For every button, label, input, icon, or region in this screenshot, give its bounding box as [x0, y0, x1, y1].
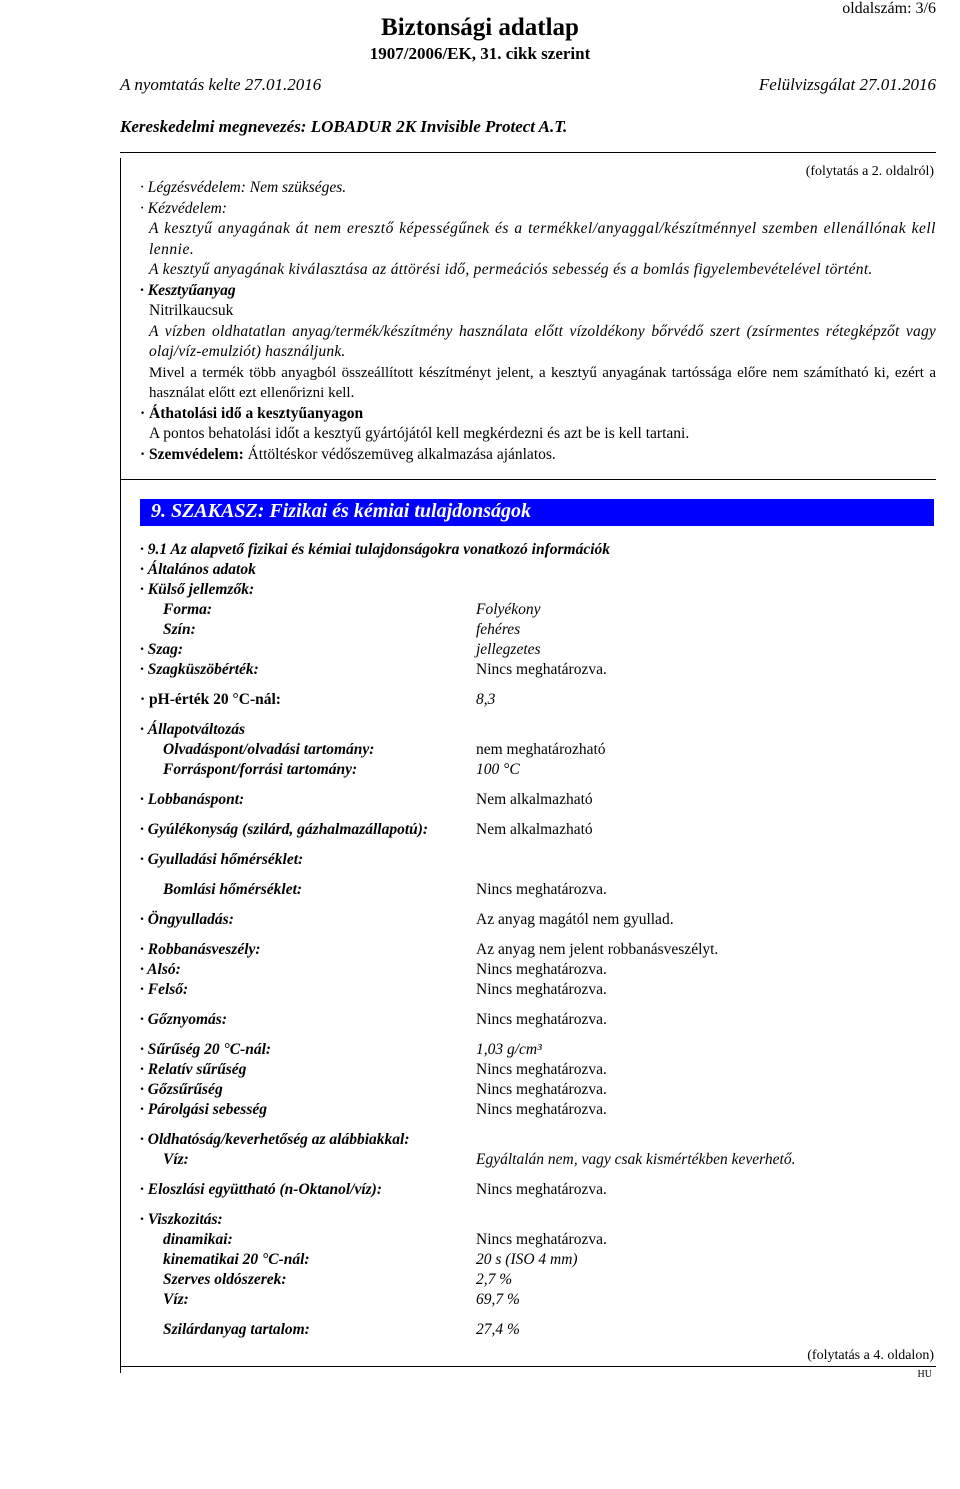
property-label: Víz: [163, 1291, 189, 1308]
property-value: Nem alkalmazható [476, 791, 593, 808]
section-divider [120, 479, 936, 480]
hand-protection-heading: · Kézvédelem: [140, 199, 227, 217]
hand-protection-text-1: A kesztyű anyagának át nem eresztő képességűnek és a termékkel/anyaggal/készítménnyel szemben ellenállónak kell lennie. [149, 220, 936, 258]
trade-name: Kereskedelmi megnevezés: LOBADUR 2K Invisible Protect A.T. [120, 117, 568, 136]
footer-divider [120, 1366, 936, 1367]
property-value: Az anyag magától nem gyullad. [476, 911, 674, 928]
property-label: Szilárdanyag tartalom: [163, 1321, 310, 1338]
property-value: nem meghatározható [476, 741, 606, 758]
print-date: A nyomtatás kelte 27.01.2016 [120, 75, 322, 94]
document-title: Biztonsági adatlap [381, 14, 579, 41]
property-value: Nincs meghatározva. [476, 1231, 607, 1248]
property-label: · Párolgási sebesség [140, 1101, 268, 1118]
property-value: Nincs meghatározva. [476, 1101, 607, 1118]
property-label: · Állapotváltozás [140, 721, 246, 738]
section8-protection-block [140, 178, 936, 465]
property-value: 27,4 % [476, 1321, 520, 1338]
glove-usage-text: A vízben oldhatatlan anyag/termék/készítmény használata előtt vízoldékony bőrvédő szert (zsírmentes rétegképzőt vagy olaj/víz-emulziót) használjunk. [149, 322, 936, 360]
property-label: Víz: [163, 1151, 189, 1168]
property-label: Bomlási hőmérséklet: [163, 881, 303, 898]
property-label: · Szag: [140, 641, 184, 658]
property-value: Nincs meghatározva. [476, 961, 607, 978]
section9-title: 9. SZAKASZ: Fizikai és kémiai tulajdonságok [151, 500, 532, 522]
continued-to-note: (folytatás a 4. oldalon) [807, 1348, 934, 1363]
revision-date: Felülvizsgálat 27.01.2016 [758, 75, 936, 94]
property-label: · Gőznyomás: [140, 1011, 227, 1028]
eye-protection [140, 445, 936, 466]
glove-material: Nitrilkaucsuk [149, 302, 234, 319]
property-value: jellegzetes [476, 641, 541, 658]
header-divider [120, 152, 936, 153]
property-label: Szín: [163, 621, 196, 638]
property-label: · Szagküszöbérték: [140, 661, 259, 678]
property-value: 69,7 % [476, 1291, 520, 1308]
eye-protection-label: · Szemvédelem: [140, 445, 244, 463]
document-subtitle: 1907/2006/EK, 31. cikk szerint [369, 44, 591, 63]
property-value: Folyékony [476, 601, 541, 618]
penetration-time-text: A pontos behatolási időt a kesztyű gyártójától kell megkérdezni és azt be is kell tartani. [149, 425, 690, 442]
property-label: Forráspont/forrási tartomány: [163, 761, 358, 778]
property-label: Olvadáspont/olvadási tartomány: [163, 741, 375, 758]
property-label: · 9.1 Az alapvető fizikai és kémiai tulajdonságokra vonatkozó információk [140, 541, 611, 558]
property-label: Szerves oldószerek: [163, 1271, 287, 1288]
property-label: · Robbanásveszély: [140, 941, 261, 958]
property-value: Nincs meghatározva. [476, 1081, 607, 1098]
glove-durability-text: Mivel a termék több anyagból összeállított készítményt jelent, a kesztyű anyagának tartóssága előre nem számítható ki, ezért a használat előtt ezt ellenőrizni kell. [149, 364, 936, 401]
property-label: · Gőzsűrűség [140, 1081, 223, 1098]
property-value: Nincs meghatározva. [476, 1011, 607, 1028]
respiratory-protection: · Légzésvédelem: Nem szükséges. [140, 179, 347, 196]
property-label: · Öngyulladás: [140, 911, 234, 928]
property-label: · Lobbanáspont: [140, 791, 245, 808]
left-margin-rule [120, 158, 121, 1373]
property-value: Nem alkalmazható [476, 821, 593, 838]
property-label: · Gyúlékonyság (szilárd, gázhalmazállapotú): [140, 821, 429, 838]
property-label: · Alsó: [140, 961, 181, 978]
property-value: Nincs meghatározva. [476, 881, 607, 898]
penetration-time-heading: · Áthatolási idő a kesztyűanyagon [140, 404, 364, 422]
property-label: · Általános adatok [140, 561, 256, 578]
property-label: · Külső jellemzők: [140, 581, 255, 598]
property-label: Forma: [163, 601, 213, 618]
property-label: · Gyulladási hőmérséklet: [140, 851, 304, 868]
property-value: Az anyag nem jelent robbanásveszélyt. [476, 941, 719, 958]
property-value: 100 °C [476, 761, 520, 778]
hand-protection-text-2: A kesztyű anyagának kiválasztása az áttörési idő, permeációs sebesség és a bomlás figyelembevételével történt. [149, 261, 873, 278]
property-value: Nincs meghatározva. [476, 981, 607, 998]
property-label: · Relatív sűrűség [140, 1061, 247, 1078]
language-code: HU [917, 1369, 932, 1380]
property-label: kinematikai 20 °C-nál: [163, 1251, 310, 1268]
property-value: 1,03 g/cm³ [476, 1041, 542, 1058]
property-label: · Viszkozitás: [140, 1211, 223, 1228]
property-value: fehéres [476, 621, 521, 638]
page-number: oldalszám: 3/6 [842, 0, 936, 17]
property-label: · pH-érték 20 °C-nál: [140, 691, 281, 708]
property-value: 20 s (ISO 4 mm) [476, 1251, 578, 1268]
property-value: Nincs meghatározva. [476, 1061, 607, 1078]
property-label: · Oldhatóság/keverhetőség az alábbiakkal: [140, 1131, 410, 1148]
eye-protection-text: Áttöltéskor védőszemüveg alkalmazása ajánlatos. [247, 445, 556, 463]
property-value: 2,7 % [476, 1271, 513, 1288]
property-value: 8,3 [476, 691, 496, 708]
glove-material-heading: · Kesztyűanyag [140, 281, 236, 299]
property-value: Nincs meghatározva. [476, 1181, 607, 1198]
property-label: · Felső: [140, 981, 189, 998]
property-value: Egyáltalán nem, vagy csak kismértékben keverhető. [476, 1151, 796, 1168]
property-label: · Eloszlási együttható (n-Oktanol/víz): [140, 1181, 382, 1198]
property-value: Nincs meghatározva. [476, 661, 607, 678]
property-label: dinamikai: [163, 1231, 233, 1248]
property-label: · Sűrűség 20 °C-nál: [140, 1041, 272, 1058]
continued-from-note: (folytatás a 2. oldalról) [805, 164, 934, 179]
